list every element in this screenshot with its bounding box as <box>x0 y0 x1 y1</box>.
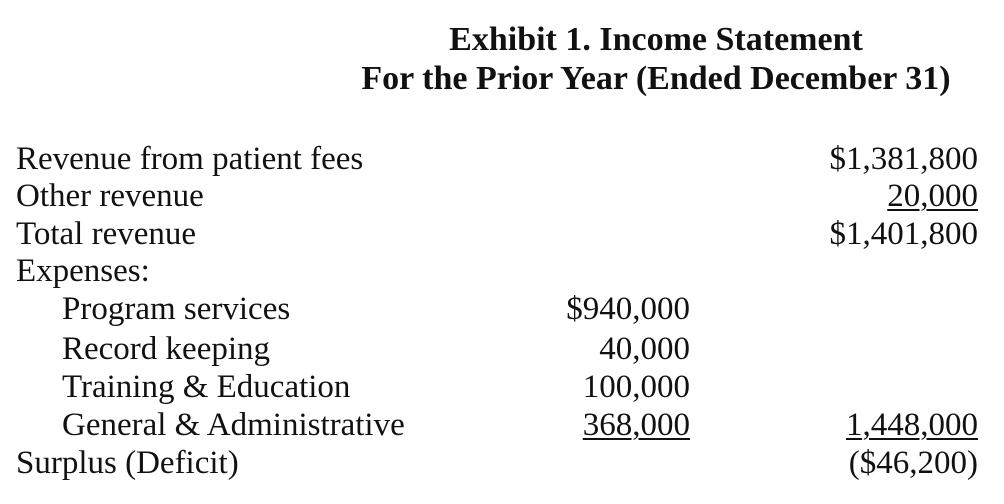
row-sub-amount: 100,000 <box>582 369 690 405</box>
row-general-admin <box>0 406 1004 444</box>
row-other-revenue <box>0 177 1004 215</box>
row-amount: $1,381,800 <box>829 141 978 177</box>
row-label: Other revenue <box>16 178 204 214</box>
row-label: General & Administrative <box>62 407 405 443</box>
row-sub-amount: $940,000 <box>566 291 690 327</box>
row-label: Record keeping <box>62 331 271 367</box>
expenses-total-amount: 1,448,000 <box>846 407 978 443</box>
row-surplus-deficit <box>0 444 1004 482</box>
row-label: Training & Education <box>62 369 351 405</box>
row-amount: ($46,200) <box>848 445 978 481</box>
row-amount: 20,000 <box>887 178 978 214</box>
row-training-education <box>0 368 1004 406</box>
row-total-revenue <box>0 215 1004 253</box>
title-line-1: Exhibit 1. Income Statement <box>449 21 863 58</box>
row-program-services <box>0 290 1004 328</box>
row-label: Surplus (Deficit) <box>16 445 239 481</box>
title-line-2: For the Prior Year (Ended December 31) <box>361 60 951 97</box>
row-revenue-patient-fees <box>0 140 1004 178</box>
row-label: Expenses: <box>16 253 150 289</box>
row-sub-amount: 368,000 <box>582 407 690 443</box>
row-label: Revenue from patient fees <box>16 141 364 177</box>
exhibit-title <box>318 20 994 98</box>
row-record-keeping <box>0 330 1004 368</box>
row-sub-amount: 40,000 <box>599 331 690 367</box>
row-expenses-header <box>0 252 1004 290</box>
row-label: Program services <box>62 291 291 327</box>
row-label: Total revenue <box>16 216 197 252</box>
row-amount: $1,401,800 <box>829 216 978 252</box>
